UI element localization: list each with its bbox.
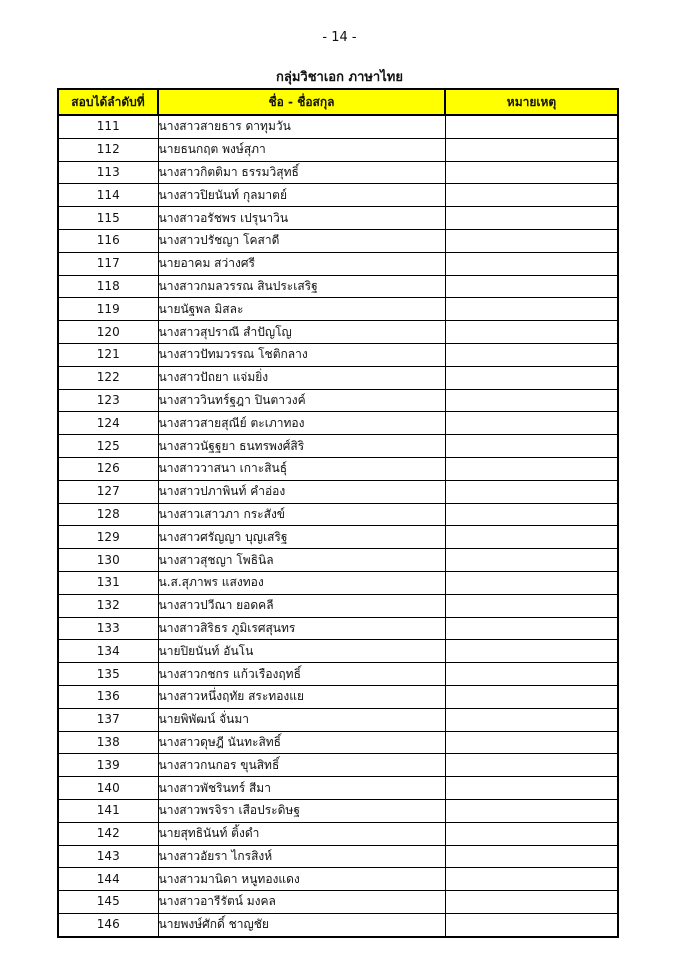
table-row [58, 777, 618, 800]
remark-cell [445, 571, 618, 594]
header-row [58, 89, 618, 115]
rank-cell: 141 [58, 799, 158, 822]
remark-cell [445, 868, 618, 891]
table-row [58, 412, 618, 435]
table-row [58, 321, 618, 344]
name-cell: นายปิยนันท์ อันโน [158, 640, 445, 663]
remark-cell [445, 594, 618, 617]
table-row [58, 685, 618, 708]
remark-cell [445, 708, 618, 731]
table-body [58, 115, 618, 937]
name-cell: นางสาวปวีณา ยอดคลี [158, 594, 445, 617]
remark-cell [445, 115, 618, 138]
rank-cell: 123 [58, 389, 158, 412]
table-row [58, 115, 618, 138]
table-row [58, 663, 618, 686]
name-cell: นางสาวเสาวภา กระสังข์ [158, 503, 445, 526]
name-cell: นายพิพัฒน์ จั่นมา [158, 708, 445, 731]
table-row [58, 138, 618, 161]
table-row [58, 845, 618, 868]
remark-cell [445, 845, 618, 868]
rank-cell: 135 [58, 663, 158, 686]
name-cell: นางสาวสุชญา โพธินิล [158, 549, 445, 572]
rank-cell: 146 [58, 913, 158, 936]
rank-cell: 130 [58, 549, 158, 572]
remark-cell [445, 731, 618, 754]
name-cell: นางสาวปัถยา แจ่มยิ่ง [158, 366, 445, 389]
table-row [58, 731, 618, 754]
remark-cell [445, 252, 618, 275]
remark-cell [445, 343, 618, 366]
table-row [58, 640, 618, 663]
table-row [58, 549, 618, 572]
rank-cell: 142 [58, 822, 158, 845]
remark-cell [445, 207, 618, 230]
remark-cell [445, 435, 618, 458]
name-cell: นางสาวกมลวรรณ สินประเสริฐ [158, 275, 445, 298]
name-cell: นางสาวปภาพินท์ คำอ่อง [158, 480, 445, 503]
rank-cell: 113 [58, 161, 158, 184]
remark-cell [445, 457, 618, 480]
table-row [58, 298, 618, 321]
rank-cell: 126 [58, 457, 158, 480]
remark-cell [445, 799, 618, 822]
table-row [58, 480, 618, 503]
rank-cell: 112 [58, 138, 158, 161]
name-cell: นางสาวพัชรินทร์ สีมา [158, 777, 445, 800]
name-cell: นางสาววินทร์ฐฎา ปินตาวงค์ [158, 389, 445, 412]
table-row [58, 229, 618, 252]
header-rank: สอบได้ลำดับที่ [58, 89, 158, 115]
remark-cell [445, 161, 618, 184]
table-row [58, 571, 618, 594]
rank-cell: 120 [58, 321, 158, 344]
name-cell: นางสาวปรัชญา โคสาดี [158, 229, 445, 252]
remark-cell [445, 526, 618, 549]
name-cell: นางสาวสุปราณี สำปัญโญ [158, 321, 445, 344]
name-cell: นางสาวดุษฎี นันทะสิทธิ์ [158, 731, 445, 754]
rank-cell: 132 [58, 594, 158, 617]
table-row [58, 913, 618, 936]
rank-cell: 145 [58, 891, 158, 914]
remark-cell [445, 138, 618, 161]
remark-cell [445, 389, 618, 412]
remark-cell [445, 913, 618, 936]
rank-cell: 124 [58, 412, 158, 435]
name-cell: นางสาวอรัชพร เปรุนาวิน [158, 207, 445, 230]
table-row [58, 389, 618, 412]
rank-cell: 137 [58, 708, 158, 731]
table-row [58, 868, 618, 891]
table-row [58, 526, 618, 549]
name-cell: นางสาวมานิดา หนูทองแดง [158, 868, 445, 891]
rank-cell: 125 [58, 435, 158, 458]
remark-cell [445, 663, 618, 686]
rank-cell: 118 [58, 275, 158, 298]
rank-cell: 117 [58, 252, 158, 275]
rank-cell: 138 [58, 731, 158, 754]
name-cell: นางสาวกิตติมา ธรรมวิสุทธิ์ [158, 161, 445, 184]
rank-cell: 143 [58, 845, 158, 868]
name-cell: นางสาววาสนา เกาะสินธุ์ [158, 457, 445, 480]
table-row [58, 594, 618, 617]
table-row [58, 252, 618, 275]
name-cell: น.ส.สุภาพร แสงทอง [158, 571, 445, 594]
name-cell: นางสาวสายสุณีย์ ตะเภาทอง [158, 412, 445, 435]
page-number: - 14 - [322, 30, 357, 45]
remark-cell [445, 617, 618, 640]
rank-cell: 116 [58, 229, 158, 252]
rank-cell: 115 [58, 207, 158, 230]
rank-cell: 139 [58, 754, 158, 777]
name-cell: นางสาวปิยนันท์ กุลมาตย์ [158, 184, 445, 207]
rank-cell: 131 [58, 571, 158, 594]
table-row [58, 754, 618, 777]
header-remark: หมายเหตุ [445, 89, 618, 115]
name-cell: นายนัฐพล มิสละ [158, 298, 445, 321]
rank-cell: 140 [58, 777, 158, 800]
name-cell: นางสาวนัฐฐยา ธนทรพงศ์สิริ [158, 435, 445, 458]
rank-cell: 129 [58, 526, 158, 549]
name-cell: นายสุทธินันท์ ติ้งดำ [158, 822, 445, 845]
remark-cell [445, 184, 618, 207]
table-row [58, 161, 618, 184]
name-cell: นางสาวอัยรา ไกรสิงห์ [158, 845, 445, 868]
remark-cell [445, 480, 618, 503]
remark-cell [445, 321, 618, 344]
remark-cell [445, 777, 618, 800]
name-cell: นางสาวกนกอร ขุนสิทธิ์ [158, 754, 445, 777]
table-row [58, 799, 618, 822]
rank-cell: 133 [58, 617, 158, 640]
remark-cell [445, 754, 618, 777]
table-row [58, 275, 618, 298]
rank-cell: 111 [58, 115, 158, 138]
table-row [58, 343, 618, 366]
name-cell: นางสาวศรัญญา บุญเสริฐ [158, 526, 445, 549]
rank-cell: 128 [58, 503, 158, 526]
table-row [58, 207, 618, 230]
name-cell: นางสาวหนึ่งฤทัย สระทองแย [158, 685, 445, 708]
name-cell: นายอาคม สว่างศรี [158, 252, 445, 275]
table-row [58, 435, 618, 458]
rank-cell: 127 [58, 480, 158, 503]
remark-cell [445, 503, 618, 526]
rank-cell: 121 [58, 343, 158, 366]
remark-cell [445, 298, 618, 321]
table-row [58, 708, 618, 731]
remark-cell [445, 891, 618, 914]
name-cell: นายธนกฤต พงษ์สุภา [158, 138, 445, 161]
results-table [57, 88, 619, 938]
table-row [58, 366, 618, 389]
rank-cell: 136 [58, 685, 158, 708]
remark-cell [445, 549, 618, 572]
remark-cell [445, 685, 618, 708]
header-name: ชื่อ - ชื่อสกุล [158, 89, 445, 115]
name-cell: นางสาวสิริธร ภูมิเรศสุนทร [158, 617, 445, 640]
table-row [58, 503, 618, 526]
remark-cell [445, 640, 618, 663]
table-row [58, 617, 618, 640]
table-row [58, 457, 618, 480]
name-cell: นางสาวสายธาร ดาทุมวัน [158, 115, 445, 138]
name-cell: นางสาวกชกร แก้วเรืองฤทธิ์ [158, 663, 445, 686]
rank-cell: 134 [58, 640, 158, 663]
remark-cell [445, 412, 618, 435]
rank-cell: 114 [58, 184, 158, 207]
table-row [58, 822, 618, 845]
table-title: กลุ่มวิชาเอก ภาษาไทย [276, 70, 403, 85]
name-cell: นางสาวปัทมวรรณ โชติกลาง [158, 343, 445, 366]
rank-cell: 119 [58, 298, 158, 321]
name-cell: นางสาวอารีรัตน์ มงคล [158, 891, 445, 914]
table-row [58, 891, 618, 914]
table-row [58, 184, 618, 207]
remark-cell [445, 275, 618, 298]
remark-cell [445, 366, 618, 389]
name-cell: นางสาวพรจิรา เสือประดิษฐ [158, 799, 445, 822]
remark-cell [445, 822, 618, 845]
rank-cell: 144 [58, 868, 158, 891]
rank-cell: 122 [58, 366, 158, 389]
remark-cell [445, 229, 618, 252]
name-cell: นายพงษ์ศักดิ์ ชาญชัย [158, 913, 445, 936]
